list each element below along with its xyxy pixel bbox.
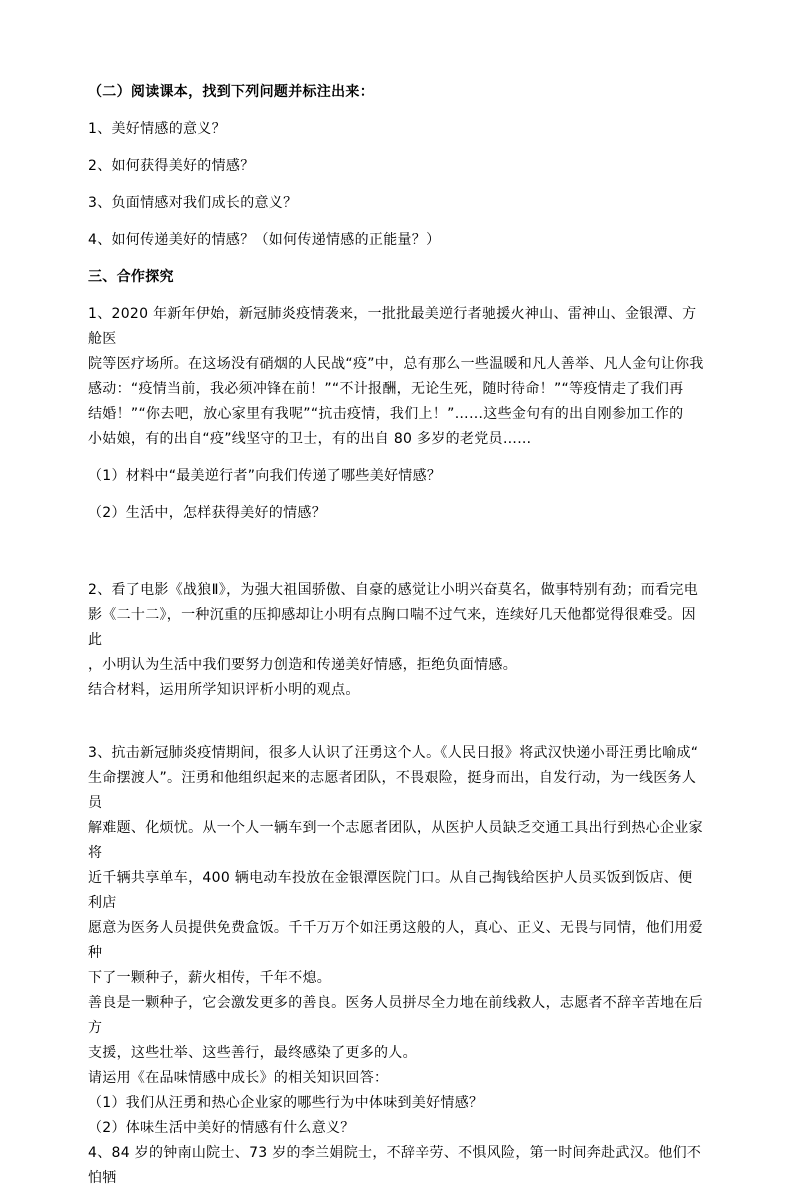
item2-line: 结合材料，运用所学知识评析小明的观点。 <box>88 682 360 698</box>
section-three-heading: 三、合作探究 <box>88 269 174 285</box>
question-4: 4、如何传递美好的情感？（如何传递情感的正能量？） <box>88 232 441 248</box>
item1-question-2: （2）生活中，怎样获得美好的情感？ <box>88 505 327 521</box>
item3-question-1: （1）我们从汪勇和热心企业家的哪些行为中体味到美好情感？ <box>88 1095 484 1111</box>
item2-line: 2、看了电影《战狼Ⅱ》，为强大祖国骄傲、自豪的感觉让小明兴奋莫名，做事特别有劲；而看完电 <box>88 582 698 598</box>
item4-line: 4、84 岁的钟南山院士、73 岁的李兰娟院士，不辞辛劳、不惧风险，第一时间奔赴武汉。他们不怕牺 <box>88 1145 702 1186</box>
item3-line: 支援，这些壮举、这些善行，最终感染了更多的人。 <box>88 1045 417 1061</box>
item3-line: 请运用《在品味情感中成长》的相关知识回答： <box>88 1070 389 1086</box>
item1-line: 结婚！”“你去吧，放心家里有我呢”“抗击疫情，我们上！”……这些金句有的出自刚参加工作的 <box>88 406 684 422</box>
item1-question-1: （1）材料中“最美逆行者”向我们传递了哪些美好情感？ <box>88 468 442 484</box>
item1-line: 感动：“疫情当前，我必须冲锋在前！”“不计报酬，无论生死，随时待命！”“等疫情走了我们再 <box>88 381 684 397</box>
question-2: 2、如何获得美好的情感？ <box>88 158 255 174</box>
item2-line: 影《二十二》，一种沉重的压抑感却让小明有点胸口喘不过气来，连续好几天他都觉得很难受。因此 <box>88 607 696 648</box>
item3-line: 近千辆共享单车，400 辆电动车投放在金银潭医院门口。从自己掏钱给医护人员买饭到饭店、便利店 <box>88 870 693 911</box>
item3-line: 愿意为医务人员提供免费盒饭。千千万万个如汪勇这般的人，真心、正义、无畏与同情，他们用爱种 <box>88 920 703 961</box>
question-3: 3、负面情感对我们成长的意义？ <box>88 195 298 211</box>
item3-line: 下了一颗种子，薪火相传，千年不熄。 <box>88 970 332 986</box>
question-1: 1、美好情感的意义？ <box>88 121 226 137</box>
item3-line: 善良是一颗种子，它会激发更多的善良。医务人员拼尽全力地在前线救人，志愿者不辞辛苦地在后方 <box>88 995 703 1036</box>
item2-line: ，小明认为生活中我们要努力创造和传递美好情感，拒绝负面情感。 <box>88 657 517 673</box>
item3-line: 生命摆渡人”。汪勇和他组织起来的志愿者团队，不畏艰险，挺身而出，自发行动，为一线医务人员 <box>88 770 697 811</box>
item3-question-2: （2）体味生活中美好的情感有什么意义？ <box>88 1120 355 1136</box>
document-body <box>88 80 706 1191</box>
item1-line: 院等医疗场所。在这场没有硝烟的人民战“疫”中，总有那么一些温暖和凡人善举、凡人金句让你我 <box>88 356 704 372</box>
item1-line: 1、2020 年新年伊始，新冠肺炎疫情袭来，一批批最美逆行者驰援火神山、雷神山、金银潭、方舱医 <box>88 306 697 347</box>
item3-line: 3、抗击新冠肺炎疫情期间，很多人认识了汪勇这个人。《人民日报》将武汉快递小哥汪勇比喻成“ <box>88 745 699 761</box>
item3-line: 解难题、化烦忧。从一个人一辆车到一个志愿者团队，从医护人员缺乏交通工具出行到热心企业家将 <box>88 820 703 861</box>
item1-line: 小姑娘，有的出自“疫”线坚守的卫士，有的出自 80 多岁的老党员…… <box>88 431 532 447</box>
section-two-heading: （二）阅读课本，找到下列问题并标注出来： <box>88 84 374 100</box>
